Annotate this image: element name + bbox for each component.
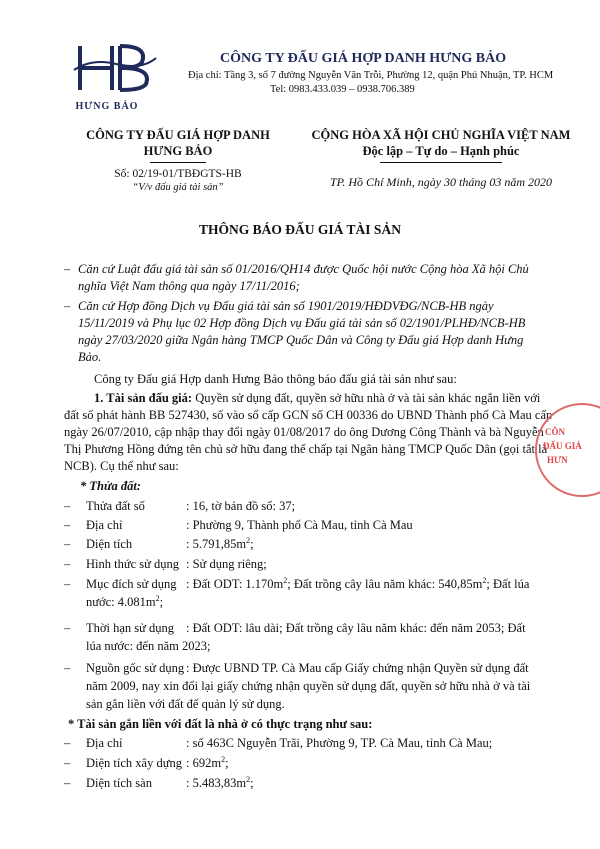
land-row-duration — [64, 620, 600, 656]
section-1-heading: 1. Tài sản đấu giá: — [94, 391, 193, 405]
row-value-cont: nước: $4.081m^2$; — [86, 593, 164, 609]
nation-name: CỘNG HÒA XÃ HỘI CHỦ NGHĨA VIỆT NAM — [311, 128, 571, 142]
company-seal: CÔN ĐẤU GIÁ HƯN — [535, 403, 600, 497]
letterhead-company: CÔNG TY ĐẤU GIÁ HỢP DANH HƯNG BẢO — [220, 51, 507, 66]
row-dash: – — [64, 518, 71, 532]
basis-1 — [64, 261, 598, 295]
row-value: : Đất ODT: lâu dài; Đất trồng cây lâu năm khác: đến năm 2053; Đất — [186, 621, 526, 635]
row-dash: – — [64, 756, 71, 770]
row-label: Địa chỉ — [86, 736, 123, 750]
row-dash: – — [64, 661, 71, 675]
row-value-cont: sản gắn liền với đất để quản lý sử dụng. — [86, 697, 285, 711]
document-subject: “V/v đấu giá tài sản” — [132, 182, 224, 193]
company-logo — [72, 40, 158, 110]
land-row-purpose — [64, 576, 600, 612]
logo-subtitle: HƯNG BẢO — [75, 101, 139, 112]
intro-paragraph: Công ty Đấu giá Hợp danh Hưng Bảo thông báo đấu giá tài sản như sau: — [94, 372, 457, 386]
row-dash: – — [64, 557, 71, 571]
row-dash: – — [64, 621, 71, 635]
row-dash: – — [64, 577, 71, 591]
row-dash: – — [64, 776, 71, 790]
document-date: TP. Hồ Chí Minh, ngày 30 tháng 03 năm 2020 — [329, 175, 553, 189]
document-title: THÔNG BÁO ĐẤU GIÁ TÀI SẢN — [199, 222, 401, 237]
letterhead-phone: Tel: 0983.433.039 – 0938.706.389 — [270, 84, 415, 95]
issuer-name-line2: HƯNG BẢO — [143, 144, 213, 158]
hb-logo-icon — [72, 40, 158, 96]
section-1 — [64, 390, 584, 475]
section-1-line4: Thị Phương Hồng đứng tên chủ sở hữu đang thế chấp tại Ngân hàng TMCP Quốc Dân (gọi tắt là — [64, 442, 548, 456]
row-label: Thửa đất số — [86, 499, 145, 513]
issuer-name-line1: CÔNG TY ĐẤU GIÁ HỢP DANH — [86, 128, 270, 142]
basis-2-line4: Bảo. — [78, 350, 102, 364]
row-label: Diện tích sàn — [86, 776, 152, 790]
row-value: : $5.483,83m^2$; — [186, 774, 254, 790]
section-1-line3: ngày 26/07/2010, cập nhập thay đổi ngày 01/08/2017 do ông Dương Công Thành và bà Nguyễn — [64, 425, 544, 439]
row-label: Thời hạn sử dụng — [86, 621, 175, 635]
basis-1-line1: Căn cứ Luật đấu giá tài sản số 01/2016/QH14 được Quốc hội nước Cộng hòa Xã hội Chủ — [78, 262, 529, 276]
row-dash: – — [64, 736, 71, 750]
section-1-line1: Quyền sử dụng đất, quyền sở hữu nhà ở và tài sản khác ngắn liền với — [192, 391, 541, 405]
basis-dash: – — [64, 262, 71, 276]
land-heading: * Thửa đất: — [80, 479, 141, 493]
row-label: Nguồn gốc sử dụng — [86, 661, 185, 675]
row-value: : Đất ODT: $1.170m^2$; Đất trồng cây lâu năm khác: $540,85m^2$; Đất lúa — [186, 575, 530, 591]
row-label: Diện tích — [86, 537, 133, 551]
basis-2-line3: ngày 27/03/2020 giữa Ngân hàng TMCP Quốc Dân và Công ty Đấu giá Hợp danh Hưng — [78, 333, 524, 347]
nation-motto: Độc lập – Tự do – Hạnh phúc — [362, 144, 520, 158]
row-dash: – — [64, 537, 71, 551]
row-label: Diện tích xây dựng — [86, 756, 182, 770]
row-label: Địa chỉ — [86, 518, 123, 532]
section-1-line2: đất số phát hành BB 527430, số vào sổ cấp GCN số CH 00336 do UBND Thành phố Cà Mau cấp — [64, 408, 553, 422]
land-row-origin — [64, 660, 600, 714]
row-value: : 16, tờ bản đồ số: 37; — [186, 499, 296, 513]
row-value: : số 463C Nguyễn Trãi, Phường 9, TP. Cà Mau, tỉnh Cà Mau; — [186, 736, 493, 750]
row-value: : $5.791,85m^2$; — [186, 535, 254, 551]
row-label: Mục đích sử dụng — [86, 577, 177, 591]
row-dash: – — [64, 499, 71, 513]
row-value: : Phường 9, Thành phố Cà Mau, tỉnh Cà Mau — [186, 518, 413, 532]
row-value: : Sử dụng riêng; — [186, 557, 267, 571]
basis-2 — [64, 298, 598, 366]
left-header-rule — [150, 162, 206, 163]
house-heading: * Tài sản gắn liền với đất là nhà ở có thực trạng như sau: — [68, 717, 373, 731]
right-header-rule — [380, 162, 502, 163]
row-value-cont: năm 2009, nay xin đổi lại giấy chứng nhận quyền sử dụng đất, quyền sở hữu nhà ở và tài — [86, 679, 531, 693]
section-1-line5: NCB). Cụ thể như sau: — [64, 459, 179, 473]
row-label: Hình thức sử dụng — [86, 557, 180, 571]
basis-2-line2: 15/11/2019 và Phụ lục 02 Hợp đồng Dịch vụ Đấu giá tài sản số 02/1901/PLHĐ/NCB-HB — [78, 316, 526, 330]
row-value: : Được UBND TP. Cà Mau cấp Giấy chứng nhận Quyền sử dụng đất — [186, 661, 529, 675]
row-value-cont: lúa nước: đến năm 2023; — [86, 639, 211, 653]
row-value: : $692m^2$; — [186, 754, 229, 770]
basis-2-line1: Căn cứ Hợp đồng Dịch vụ Đấu giá tài sản số 1901/2019/HĐDVĐG/NCB-HB ngày — [78, 299, 494, 313]
document-number: Số: 02/19-01/TBĐGTS-HB — [114, 168, 242, 180]
basis-dash: – — [64, 299, 71, 313]
basis-1-line2: nghĩa Việt Nam thông qua ngày 17/11/2016; — [78, 279, 300, 293]
letterhead-address: Địa chỉ: Tầng 3, số 7 đường Nguyễn Văn Trỗi, Phường 12, quận Phú Nhuận, TP. HCM — [188, 70, 554, 81]
